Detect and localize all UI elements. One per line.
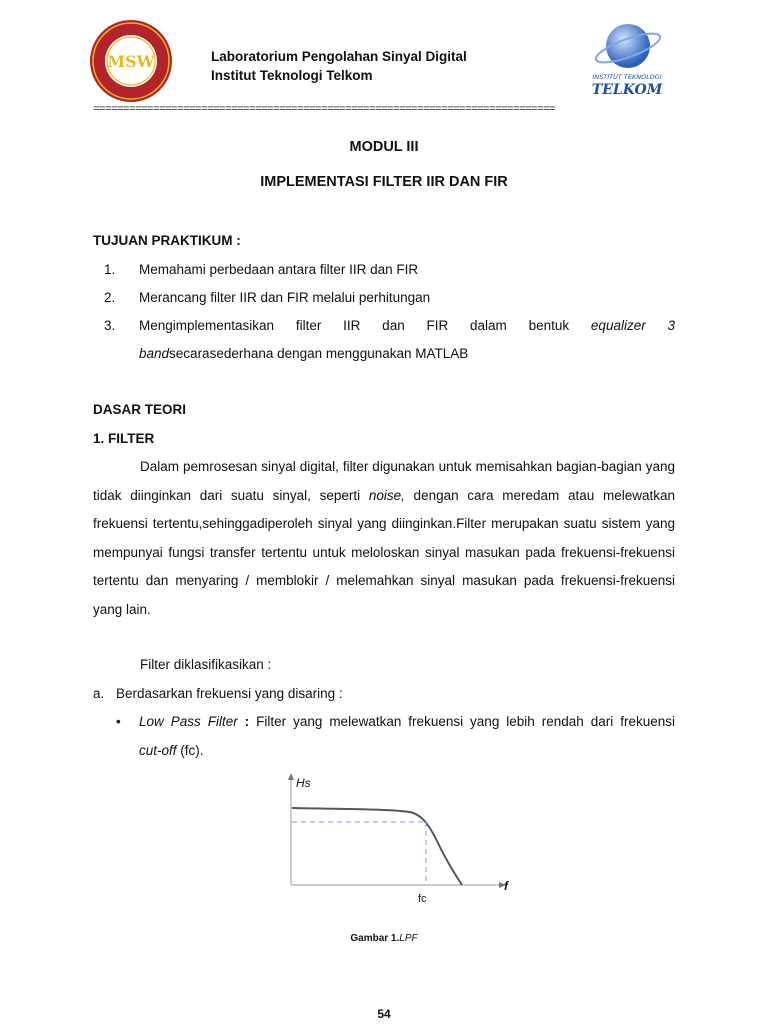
objective-3-text-d: secarasederhana dengan menggunakan MATLAB bbox=[169, 346, 469, 361]
module-title: MODUL III bbox=[349, 139, 419, 155]
telkom-logo-caption: INSTITUT TEKNOLOGI bbox=[592, 73, 662, 81]
lpf-cutoff: cut-off bbox=[139, 743, 177, 758]
lab-name: Laboratorium Pengolahan Sinyal Digital bbox=[211, 49, 467, 64]
objective-1-text: Memahami perbedaan antara filter IIR dan FIR bbox=[139, 262, 419, 277]
filter-subheading: 1. FILTER bbox=[93, 431, 155, 446]
objective-3-line1 bbox=[139, 318, 675, 333]
figure-caption-name: LPF bbox=[399, 933, 418, 944]
telkom-logo bbox=[584, 18, 670, 100]
header-institution bbox=[211, 47, 467, 85]
y-axis-label: Hs bbox=[296, 776, 311, 790]
lpf-description: Filter yang melewatkan frekuensi yang lebih rendah dari frekuensi bbox=[256, 714, 676, 729]
category-a-letter: a. bbox=[93, 686, 105, 701]
lpf-line1 bbox=[139, 714, 675, 729]
y-axis-arrow bbox=[288, 773, 294, 780]
header-rule: ============================================================================= bbox=[93, 104, 556, 116]
seal-initials: MSW bbox=[107, 52, 155, 71]
lpf-response-curve bbox=[292, 808, 462, 885]
objective-3-number: 3. bbox=[104, 318, 116, 333]
objective-1-number: 1. bbox=[104, 262, 116, 277]
page-number: 54 bbox=[377, 1007, 391, 1021]
institute-name: Institut Teknologi Telkom bbox=[211, 68, 373, 83]
lpf-line2 bbox=[139, 743, 204, 758]
theory-heading: DASAR TEORI bbox=[93, 402, 187, 417]
figure-caption bbox=[0, 933, 768, 944]
bullet-icon: • bbox=[116, 714, 121, 729]
lpf-name: Low Pass Filter bbox=[139, 714, 238, 729]
figure-caption-label: Gambar 1. bbox=[350, 933, 400, 944]
lpf-colon: : bbox=[237, 714, 257, 729]
lab-seal-logo bbox=[88, 18, 174, 104]
classification-intro: Filter diklasifikasikan : bbox=[140, 657, 272, 672]
lpf-figure bbox=[280, 772, 520, 912]
filter-paragraph-part2: dengan cara meredam atau melewatkan frekuensi tertentu,sehinggadiperoleh sinyal yang diinginkan.Filter merupakan suatu sistem yang mempunyai fungsi transfer tertentu untuk meloloskan sinyal masukan pada frekuensi-frekuensi tertentu dan menyaring / memblokir / melemahkan sinyal masukan pada frekuensi-frekuensi yang lain. bbox=[93, 487, 675, 617]
lpf-fc: (fc). bbox=[176, 743, 204, 758]
objective-2-text: Merancang filter IIR dan FIR melalui perhitungan bbox=[139, 290, 431, 305]
objective-2-number: 2. bbox=[104, 290, 116, 305]
module-subtitle: IMPLEMENTASI FILTER IIR DAN FIR bbox=[260, 174, 508, 190]
category-a-text: Berdasarkan frekuensi yang disaring : bbox=[116, 686, 343, 701]
objective-3-line2 bbox=[139, 346, 468, 361]
x-axis-label: f bbox=[504, 879, 508, 893]
objective-3-text-b: equalizer 3 bbox=[590, 318, 676, 333]
filter-paragraph-part1: Dalam pemrosesan sinyal digital, filter digunakan untuk memisahkan bagian-bagian yang tidak diinginkan dari suatu sinyal, seperti bbox=[93, 459, 675, 503]
fc-label: fc bbox=[418, 893, 427, 905]
objective-3-text-c: band bbox=[139, 346, 170, 361]
objectives-heading: TUJUAN PRAKTIKUM : bbox=[93, 233, 241, 248]
objective-3-text-a: Mengimplementasikan filter IIR dan FIR dalam bentuk bbox=[139, 318, 591, 333]
noise-term: noise, bbox=[368, 487, 405, 503]
telkom-logo-name: TELKOM bbox=[591, 82, 663, 98]
filter-paragraph bbox=[93, 453, 675, 624]
